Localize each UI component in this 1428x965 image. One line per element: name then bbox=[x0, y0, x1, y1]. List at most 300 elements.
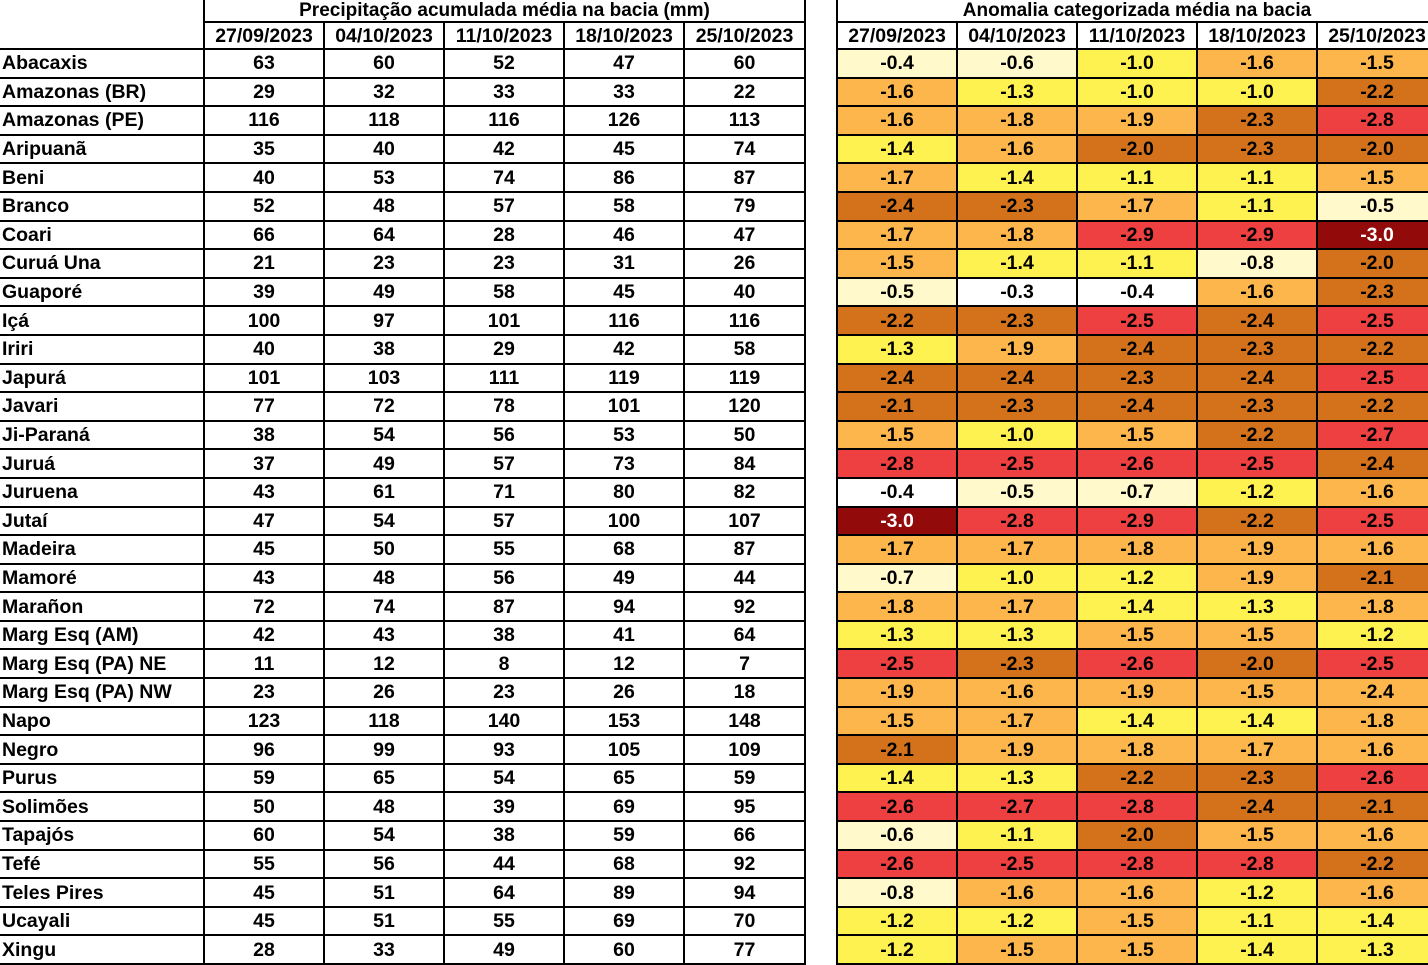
table-row bbox=[837, 507, 1428, 536]
table-row bbox=[837, 535, 1428, 564]
precip-cell: 57 bbox=[444, 192, 564, 221]
precip-cell: 44 bbox=[684, 564, 805, 593]
basin-name: Amazonas (PE) bbox=[0, 106, 204, 135]
precip-cell: 38 bbox=[444, 821, 564, 850]
precip-cell: 84 bbox=[684, 449, 805, 478]
precip-cell: 68 bbox=[564, 850, 684, 879]
basin-name: Tefé bbox=[0, 850, 204, 879]
precip-cell: 120 bbox=[684, 392, 805, 421]
anomaly-cell: -1.0 bbox=[1197, 78, 1317, 107]
precip-cell: 105 bbox=[564, 735, 684, 764]
precip-cell: 86 bbox=[564, 163, 684, 192]
table-row bbox=[837, 221, 1428, 250]
basin-name: Marg Esq (PA) NW bbox=[0, 678, 204, 707]
table-row bbox=[0, 478, 805, 507]
table-row bbox=[0, 735, 805, 764]
anomaly-cell: -2.3 bbox=[957, 392, 1077, 421]
precip-cell: 7 bbox=[684, 649, 805, 678]
anomaly-cell: -1.7 bbox=[1197, 735, 1317, 764]
precip-cell: 32 bbox=[324, 78, 444, 107]
table-row bbox=[837, 621, 1428, 650]
date-header: 27/09/2023 bbox=[204, 22, 324, 49]
anomaly-cell: -2.2 bbox=[1197, 507, 1317, 536]
basin-name: Ucayali bbox=[0, 907, 204, 936]
precip-cell: 23 bbox=[324, 249, 444, 278]
anomaly-cell: -1.5 bbox=[1317, 163, 1428, 192]
anomaly-cell: -1.9 bbox=[1077, 106, 1197, 135]
precip-cell: 28 bbox=[204, 935, 324, 964]
basin-name: Negro bbox=[0, 735, 204, 764]
anomaly-cell: -1.8 bbox=[1317, 592, 1428, 621]
anomaly-cell: -2.3 bbox=[957, 306, 1077, 335]
precip-cell: 47 bbox=[204, 507, 324, 536]
anomaly-cell: -2.9 bbox=[1077, 507, 1197, 536]
precip-cell: 28 bbox=[444, 221, 564, 250]
precip-cell: 64 bbox=[324, 221, 444, 250]
anomaly-cell: -2.4 bbox=[1317, 678, 1428, 707]
date-header: 18/10/2023 bbox=[1197, 22, 1317, 49]
precip-cell: 40 bbox=[204, 163, 324, 192]
basin-name: Juruena bbox=[0, 478, 204, 507]
anomaly-cell: -1.4 bbox=[1077, 707, 1197, 736]
table-row bbox=[837, 907, 1428, 936]
table-row bbox=[0, 878, 805, 907]
table-row bbox=[837, 306, 1428, 335]
anomaly-cell: -1.1 bbox=[1197, 163, 1317, 192]
precip-cell: 40 bbox=[204, 335, 324, 364]
precip-cell: 92 bbox=[684, 592, 805, 621]
basin-name: Madeira bbox=[0, 535, 204, 564]
basin-name: Içá bbox=[0, 306, 204, 335]
precip-cell: 61 bbox=[324, 478, 444, 507]
table-row bbox=[837, 78, 1428, 107]
anomaly-cell: -1.8 bbox=[957, 106, 1077, 135]
anomaly-cell: -1.0 bbox=[1077, 78, 1197, 107]
anomaly-cell: -1.0 bbox=[957, 421, 1077, 450]
anomaly-cell: -2.4 bbox=[1197, 364, 1317, 393]
precip-cell: 23 bbox=[204, 678, 324, 707]
precip-cell: 29 bbox=[204, 78, 324, 107]
anomaly-cell: -1.5 bbox=[837, 707, 957, 736]
anomaly-cell: -1.9 bbox=[957, 735, 1077, 764]
table-row bbox=[837, 364, 1428, 393]
anomaly-cell: -1.1 bbox=[957, 821, 1077, 850]
precip-cell: 100 bbox=[204, 306, 324, 335]
anomaly-cell: -0.8 bbox=[1197, 249, 1317, 278]
table-row bbox=[0, 135, 805, 164]
basin-name: Juruá bbox=[0, 449, 204, 478]
date-header: 27/09/2023 bbox=[837, 22, 957, 49]
precip-cell: 38 bbox=[204, 421, 324, 450]
precip-cell: 51 bbox=[324, 878, 444, 907]
anomaly-cell: -2.0 bbox=[1317, 249, 1428, 278]
basin-name: Beni bbox=[0, 163, 204, 192]
precip-cell: 51 bbox=[324, 907, 444, 936]
precip-cell: 148 bbox=[684, 707, 805, 736]
anomaly-cell: -1.9 bbox=[1197, 564, 1317, 593]
anomaly-cell: -1.7 bbox=[837, 163, 957, 192]
precip-cell: 52 bbox=[444, 49, 564, 78]
anomaly-cell: -1.5 bbox=[1077, 621, 1197, 650]
date-header: 18/10/2023 bbox=[564, 22, 684, 49]
precip-cell: 60 bbox=[324, 49, 444, 78]
precip-cell: 54 bbox=[324, 507, 444, 536]
table-row bbox=[837, 49, 1428, 78]
precip-cell: 65 bbox=[324, 764, 444, 793]
table-row bbox=[837, 850, 1428, 879]
anomaly-cell: -1.6 bbox=[837, 106, 957, 135]
anomaly-cell: -2.8 bbox=[1077, 850, 1197, 879]
precip-cell: 116 bbox=[564, 306, 684, 335]
table-row bbox=[0, 935, 805, 964]
table-row bbox=[837, 392, 1428, 421]
precip-cell: 103 bbox=[324, 364, 444, 393]
anomaly-cell: -1.7 bbox=[1077, 192, 1197, 221]
precip-cell: 72 bbox=[204, 592, 324, 621]
precip-cell: 45 bbox=[564, 278, 684, 307]
precip-cell: 78 bbox=[444, 392, 564, 421]
anomaly-cell: -2.2 bbox=[1317, 850, 1428, 879]
anomaly-cell: -2.6 bbox=[837, 792, 957, 821]
precip-cell: 49 bbox=[324, 278, 444, 307]
anomaly-cell: -1.1 bbox=[1197, 192, 1317, 221]
precip-cell: 107 bbox=[684, 507, 805, 536]
anomaly-cell: -2.5 bbox=[1077, 306, 1197, 335]
precip-cell: 50 bbox=[324, 535, 444, 564]
basin-name: Jutaí bbox=[0, 507, 204, 536]
anomaly-cell: -2.5 bbox=[1197, 449, 1317, 478]
precip-cell: 96 bbox=[204, 735, 324, 764]
basin-name: Mamoré bbox=[0, 564, 204, 593]
precip-cell: 56 bbox=[444, 421, 564, 450]
blank-corner bbox=[0, 22, 204, 49]
table-row bbox=[837, 335, 1428, 364]
precip-cell: 72 bbox=[324, 392, 444, 421]
anomaly-cell: -2.9 bbox=[1197, 221, 1317, 250]
anomaly-cell: -2.6 bbox=[1077, 449, 1197, 478]
precip-cell: 12 bbox=[324, 649, 444, 678]
anomaly-cell: -1.3 bbox=[957, 78, 1077, 107]
precip-cell: 53 bbox=[324, 163, 444, 192]
precip-cell: 38 bbox=[444, 621, 564, 650]
anomaly-cell: -1.4 bbox=[1197, 935, 1317, 964]
precip-cell: 40 bbox=[324, 135, 444, 164]
anomaly-cell: -1.2 bbox=[1197, 878, 1317, 907]
anomaly-cell: -2.0 bbox=[1197, 649, 1317, 678]
basin-name: Napo bbox=[0, 707, 204, 736]
anomaly-cell: -1.5 bbox=[957, 935, 1077, 964]
precip-cell: 123 bbox=[204, 707, 324, 736]
precip-cell: 64 bbox=[444, 878, 564, 907]
table-row bbox=[837, 821, 1428, 850]
precip-cell: 101 bbox=[204, 364, 324, 393]
table-row bbox=[837, 649, 1428, 678]
date-header: 11/10/2023 bbox=[1077, 22, 1197, 49]
precip-cell: 56 bbox=[444, 564, 564, 593]
precip-cell: 47 bbox=[564, 49, 684, 78]
precip-cell: 97 bbox=[324, 306, 444, 335]
anomaly-cell: -2.1 bbox=[837, 392, 957, 421]
anomaly-cell: -2.1 bbox=[1317, 564, 1428, 593]
precip-cell: 111 bbox=[444, 364, 564, 393]
precip-cell: 59 bbox=[564, 821, 684, 850]
anomaly-cell: -2.8 bbox=[837, 449, 957, 478]
precip-cell: 74 bbox=[684, 135, 805, 164]
precip-cell: 101 bbox=[444, 306, 564, 335]
anomaly-cell: -1.5 bbox=[1197, 678, 1317, 707]
basin-name: Marg Esq (AM) bbox=[0, 621, 204, 650]
anomaly-cell: -2.2 bbox=[1317, 392, 1428, 421]
anomaly-cell: -1.1 bbox=[1077, 163, 1197, 192]
anomaly-cell: -2.0 bbox=[1077, 135, 1197, 164]
precip-cell: 119 bbox=[564, 364, 684, 393]
table-row bbox=[837, 792, 1428, 821]
anomaly-cell: -2.3 bbox=[1197, 392, 1317, 421]
precip-cell: 126 bbox=[564, 106, 684, 135]
table-row bbox=[0, 707, 805, 736]
precip-cell: 87 bbox=[684, 163, 805, 192]
table-row bbox=[837, 192, 1428, 221]
anomaly-cell: -1.4 bbox=[1317, 907, 1428, 936]
anomaly-cell: -1.0 bbox=[957, 564, 1077, 593]
anomaly-cell: -1.5 bbox=[1077, 935, 1197, 964]
precip-cell: 118 bbox=[324, 707, 444, 736]
anomaly-cell: -2.8 bbox=[1317, 106, 1428, 135]
precip-cell: 39 bbox=[204, 278, 324, 307]
anomaly-cell: -1.5 bbox=[837, 421, 957, 450]
anomaly-cell: -1.4 bbox=[1197, 707, 1317, 736]
table-row bbox=[837, 278, 1428, 307]
anomaly-cell: -1.5 bbox=[1077, 907, 1197, 936]
anomaly-cell: -1.6 bbox=[1317, 821, 1428, 850]
anomaly-cell: -1.9 bbox=[957, 335, 1077, 364]
precip-cell: 116 bbox=[204, 106, 324, 135]
precip-cell: 39 bbox=[444, 792, 564, 821]
table-row bbox=[0, 78, 805, 107]
table-row bbox=[0, 249, 805, 278]
precip-cell: 101 bbox=[564, 392, 684, 421]
basin-name: Coari bbox=[0, 221, 204, 250]
basin-name: Ji-Paraná bbox=[0, 421, 204, 450]
precip-cell: 70 bbox=[684, 907, 805, 936]
precip-cell: 47 bbox=[684, 221, 805, 250]
anomaly-cell: -2.0 bbox=[1317, 135, 1428, 164]
anomaly-cell: -2.3 bbox=[1077, 364, 1197, 393]
basin-name: Xingu bbox=[0, 935, 204, 964]
anomaly-cell: -2.4 bbox=[1317, 449, 1428, 478]
precip-cell: 49 bbox=[324, 449, 444, 478]
precip-cell: 48 bbox=[324, 192, 444, 221]
precip-cell: 21 bbox=[204, 249, 324, 278]
precipitation-title: Precipitação acumulada média na bacia (mm) bbox=[204, 0, 805, 22]
anomaly-cell: -2.6 bbox=[1077, 649, 1197, 678]
table-row bbox=[0, 678, 805, 707]
anomaly-cell: -2.3 bbox=[1197, 106, 1317, 135]
precip-cell: 43 bbox=[324, 621, 444, 650]
precip-cell: 80 bbox=[564, 478, 684, 507]
precip-cell: 55 bbox=[204, 850, 324, 879]
precip-cell: 113 bbox=[684, 106, 805, 135]
anomaly-cell: -2.4 bbox=[837, 364, 957, 393]
anomaly-cell: -2.4 bbox=[1077, 335, 1197, 364]
precip-cell: 87 bbox=[444, 592, 564, 621]
table-row bbox=[0, 306, 805, 335]
anomaly-table bbox=[836, 0, 1428, 965]
date-header: 25/10/2023 bbox=[1317, 22, 1428, 49]
anomaly-cell: -2.7 bbox=[1317, 421, 1428, 450]
basin-name: Aripuanã bbox=[0, 135, 204, 164]
precip-cell: 60 bbox=[204, 821, 324, 850]
precip-cell: 18 bbox=[684, 678, 805, 707]
anomaly-cell: -2.5 bbox=[957, 850, 1077, 879]
anomaly-cell: -2.1 bbox=[1317, 792, 1428, 821]
anomaly-cell: -0.5 bbox=[837, 278, 957, 307]
anomaly-cell: -1.6 bbox=[1317, 535, 1428, 564]
basin-name: Branco bbox=[0, 192, 204, 221]
basin-name: Curuá Una bbox=[0, 249, 204, 278]
anomaly-cell: -2.3 bbox=[1197, 135, 1317, 164]
anomaly-cell: -2.0 bbox=[1077, 821, 1197, 850]
date-header: 25/10/2023 bbox=[684, 22, 805, 49]
anomaly-cell: -2.2 bbox=[1077, 764, 1197, 793]
anomaly-cell: -1.7 bbox=[957, 535, 1077, 564]
precip-cell: 33 bbox=[444, 78, 564, 107]
anomaly-cell: -3.0 bbox=[1317, 221, 1428, 250]
precip-cell: 94 bbox=[564, 592, 684, 621]
basin-name: Solimões bbox=[0, 792, 204, 821]
anomaly-cell: -1.1 bbox=[1077, 249, 1197, 278]
anomaly-cell: -1.2 bbox=[837, 907, 957, 936]
anomaly-cell: -2.6 bbox=[837, 850, 957, 879]
precip-cell: 54 bbox=[324, 821, 444, 850]
anomaly-cell: -1.9 bbox=[837, 678, 957, 707]
table-row bbox=[837, 935, 1428, 964]
anomaly-cell: -1.5 bbox=[1197, 821, 1317, 850]
precip-cell: 38 bbox=[324, 335, 444, 364]
precip-cell: 68 bbox=[564, 535, 684, 564]
basin-name: Marg Esq (PA) NE bbox=[0, 649, 204, 678]
precip-cell: 71 bbox=[444, 478, 564, 507]
precip-cell: 74 bbox=[324, 592, 444, 621]
anomaly-cell: -1.3 bbox=[1197, 592, 1317, 621]
table-row bbox=[837, 564, 1428, 593]
anomaly-cell: -1.3 bbox=[957, 764, 1077, 793]
basin-name: Amazonas (BR) bbox=[0, 78, 204, 107]
blank-corner bbox=[0, 0, 204, 22]
anomaly-cell: -1.8 bbox=[1077, 535, 1197, 564]
precip-cell: 119 bbox=[684, 364, 805, 393]
anomaly-cell: -1.2 bbox=[1077, 564, 1197, 593]
precip-cell: 140 bbox=[444, 707, 564, 736]
anomaly-cell: -1.8 bbox=[1317, 707, 1428, 736]
table-row bbox=[0, 564, 805, 593]
precip-cell: 56 bbox=[324, 850, 444, 879]
anomaly-cell: -1.5 bbox=[1077, 421, 1197, 450]
anomaly-cell: -2.4 bbox=[837, 192, 957, 221]
precip-cell: 118 bbox=[324, 106, 444, 135]
anomaly-cell: -1.4 bbox=[957, 163, 1077, 192]
precip-cell: 46 bbox=[564, 221, 684, 250]
anomaly-cell: -1.2 bbox=[957, 907, 1077, 936]
precip-cell: 63 bbox=[204, 49, 324, 78]
anomaly-cell: -0.5 bbox=[1317, 192, 1428, 221]
anomaly-cell: -1.6 bbox=[1077, 878, 1197, 907]
precip-cell: 57 bbox=[444, 507, 564, 536]
precip-cell: 64 bbox=[684, 621, 805, 650]
table-row bbox=[0, 49, 805, 78]
table-row bbox=[837, 707, 1428, 736]
precip-cell: 43 bbox=[204, 564, 324, 593]
anomaly-cell: -0.6 bbox=[957, 49, 1077, 78]
anomaly-cell: -1.8 bbox=[837, 592, 957, 621]
precip-cell: 26 bbox=[684, 249, 805, 278]
basin-name: Javari bbox=[0, 392, 204, 421]
anomaly-cell: -2.4 bbox=[1077, 392, 1197, 421]
table-row bbox=[837, 421, 1428, 450]
basin-name: Abacaxis bbox=[0, 49, 204, 78]
anomaly-cell: -2.5 bbox=[957, 449, 1077, 478]
table-row bbox=[0, 821, 805, 850]
anomaly-cell: -1.8 bbox=[1077, 735, 1197, 764]
precip-cell: 41 bbox=[564, 621, 684, 650]
anomaly-cell: -2.5 bbox=[837, 649, 957, 678]
precip-cell: 45 bbox=[204, 878, 324, 907]
anomaly-cell: -2.3 bbox=[957, 192, 1077, 221]
anomaly-cell: -1.6 bbox=[1197, 278, 1317, 307]
precip-cell: 42 bbox=[204, 621, 324, 650]
anomaly-cell: -1.9 bbox=[1197, 535, 1317, 564]
table-row bbox=[837, 478, 1428, 507]
anomaly-cell: -1.6 bbox=[1197, 49, 1317, 78]
anomaly-cell: -1.4 bbox=[837, 764, 957, 793]
anomaly-cell: -0.4 bbox=[837, 49, 957, 78]
anomaly-cell: -0.4 bbox=[837, 478, 957, 507]
anomaly-cell: -1.3 bbox=[1317, 935, 1428, 964]
precip-cell: 52 bbox=[204, 192, 324, 221]
anomaly-cell: -1.6 bbox=[1317, 878, 1428, 907]
basin-name: Guaporé bbox=[0, 278, 204, 307]
anomaly-cell: -2.8 bbox=[1077, 792, 1197, 821]
precip-cell: 79 bbox=[684, 192, 805, 221]
precip-cell: 77 bbox=[684, 935, 805, 964]
precip-cell: 33 bbox=[564, 78, 684, 107]
precip-cell: 66 bbox=[684, 821, 805, 850]
table-row bbox=[837, 678, 1428, 707]
anomaly-cell: -0.6 bbox=[837, 821, 957, 850]
precip-cell: 22 bbox=[684, 78, 805, 107]
table-row bbox=[0, 192, 805, 221]
anomaly-cell: -1.9 bbox=[1077, 678, 1197, 707]
anomaly-cell: -1.3 bbox=[957, 621, 1077, 650]
anomaly-cell: -1.5 bbox=[837, 249, 957, 278]
precip-cell: 40 bbox=[684, 278, 805, 307]
precip-cell: 95 bbox=[684, 792, 805, 821]
table-row bbox=[0, 106, 805, 135]
table-row bbox=[0, 421, 805, 450]
table-row bbox=[837, 735, 1428, 764]
table-row bbox=[837, 135, 1428, 164]
anomaly-cell: -3.0 bbox=[837, 507, 957, 536]
precip-cell: 8 bbox=[444, 649, 564, 678]
precip-cell: 49 bbox=[444, 935, 564, 964]
precip-cell: 42 bbox=[444, 135, 564, 164]
anomaly-cell: -1.3 bbox=[837, 335, 957, 364]
anomaly-cell: -1.7 bbox=[837, 221, 957, 250]
precip-cell: 11 bbox=[204, 649, 324, 678]
precip-cell: 60 bbox=[564, 935, 684, 964]
date-header: 04/10/2023 bbox=[324, 22, 444, 49]
precip-cell: 50 bbox=[684, 421, 805, 450]
